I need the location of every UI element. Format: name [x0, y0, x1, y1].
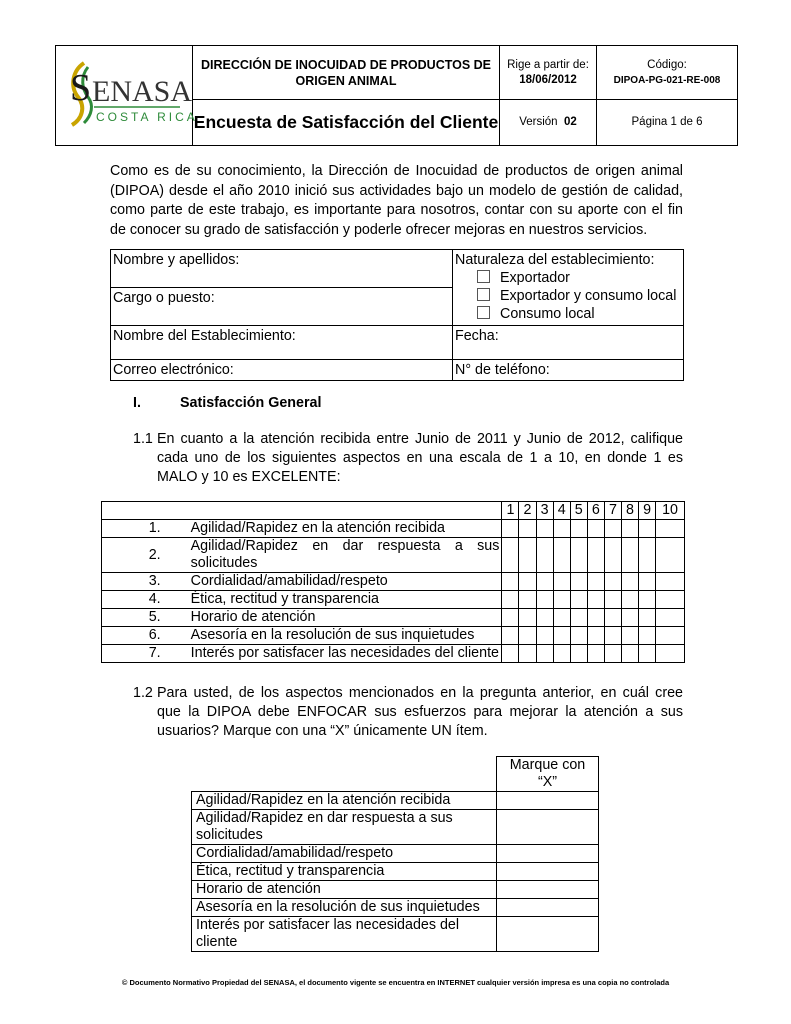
rating-cell[interactable] [502, 573, 519, 591]
table-row [192, 810, 599, 845]
table-row [102, 645, 685, 663]
mark-cell[interactable] [497, 917, 599, 952]
rating-cell[interactable] [587, 538, 604, 573]
checkbox-icon[interactable] [477, 288, 490, 301]
item-label: Interés por satisfacer las necesidades del cliente [175, 645, 502, 663]
rating-cell[interactable] [553, 609, 570, 627]
rating-cell[interactable] [536, 609, 553, 627]
rating-cell[interactable] [621, 627, 638, 645]
scale-header-9: 9 [639, 502, 656, 520]
focus-item-label: Interés por satisfacer las necesidades del cliente [192, 917, 497, 952]
fecha-field[interactable]: Fecha: [453, 326, 684, 360]
codigo-cell: Código: DIPOA-PG-021-RE-008 [597, 46, 738, 100]
item-number: 6. [102, 627, 175, 645]
scale-header-2: 2 [519, 502, 536, 520]
rating-cell[interactable] [656, 645, 685, 663]
item-number: 5. [102, 609, 175, 627]
rating-cell[interactable] [587, 645, 604, 663]
rating-table [101, 501, 685, 663]
doc-title: Encuesta de Satisfacción del Cliente [193, 100, 500, 146]
item-number: 2. [102, 538, 175, 573]
rating-cell[interactable] [621, 573, 638, 591]
logo-cell [56, 46, 198, 146]
rating-cell[interactable] [519, 591, 536, 609]
scale-header-3: 3 [536, 502, 553, 520]
rating-cell[interactable] [536, 591, 553, 609]
rating-cell[interactable] [502, 627, 519, 645]
rating-cell[interactable] [570, 520, 587, 538]
section-heading: I. Satisfacción General [133, 395, 322, 411]
rating-cell[interactable] [570, 538, 587, 573]
table-row [192, 899, 599, 917]
direction-title: DIRECCIÓN DE INOCUIDAD DE PRODUCTOS DE ORIGEN ANIMAL [193, 46, 500, 100]
svg-text:S: S [70, 67, 92, 109]
rating-cell[interactable] [604, 520, 621, 538]
rating-cell[interactable] [639, 627, 656, 645]
scale-header-7: 7 [604, 502, 621, 520]
intro-paragraph: Como es de su conocimiento, la Dirección de Inocuidad de productos de origen animal (DIPOA) desde el año 2010 inició sus actividades bajo un modelo de gestión de calidad, como parte de este trabajo, es importante para nosotros, contar con su aporte con el fin de conocer su grado de satisfacción y poderle ofrecer mejoras en nuestros servicios. [110, 163, 683, 238]
mark-cell[interactable] [497, 845, 599, 863]
checkbox-icon[interactable] [477, 270, 490, 283]
svg-text:ENASA: ENASA [92, 75, 193, 108]
table-row [102, 591, 685, 609]
rating-cell[interactable] [502, 520, 519, 538]
table-row [102, 627, 685, 645]
rating-cell[interactable] [656, 573, 685, 591]
item-label: Asesoría en la resolución de sus inquietudes [175, 627, 502, 645]
rating-cell[interactable] [604, 573, 621, 591]
scale-header-6: 6 [587, 502, 604, 520]
phone-field[interactable]: N° de teléfono: [453, 360, 684, 381]
focus-item-label: Asesoría en la resolución de sus inquietudes [192, 899, 497, 917]
rating-cell[interactable] [656, 591, 685, 609]
rating-cell[interactable] [519, 520, 536, 538]
rating-cell[interactable] [502, 591, 519, 609]
table-row [192, 792, 599, 810]
mark-cell[interactable] [497, 863, 599, 881]
rating-cell[interactable] [639, 609, 656, 627]
rating-cell[interactable] [621, 591, 638, 609]
mark-cell[interactable] [497, 810, 599, 845]
rating-cell[interactable] [570, 609, 587, 627]
rating-cell[interactable] [536, 573, 553, 591]
rating-cell[interactable] [587, 520, 604, 538]
rating-cell[interactable] [587, 627, 604, 645]
rating-cell[interactable] [656, 538, 685, 573]
item-label: Horario de atención [175, 609, 502, 627]
cargo-field[interactable]: Cargo o puesto: [111, 288, 453, 326]
info-table [110, 249, 684, 381]
version-cell: Versión 02 [500, 100, 597, 146]
rating-cell[interactable] [536, 645, 553, 663]
focus-item-label: Agilidad/Rapidez en la atención recibida [192, 792, 497, 810]
rating-cell[interactable] [587, 591, 604, 609]
rating-cell[interactable] [553, 591, 570, 609]
rating-cell[interactable] [553, 645, 570, 663]
scale-header-1: 1 [502, 502, 519, 520]
rating-cell[interactable] [604, 627, 621, 645]
rating-cell[interactable] [570, 627, 587, 645]
mark-cell[interactable] [497, 899, 599, 917]
rating-cell[interactable] [519, 538, 536, 573]
table-row [102, 520, 685, 538]
rating-cell[interactable] [570, 645, 587, 663]
rating-cell[interactable] [519, 609, 536, 627]
rating-cell[interactable] [553, 627, 570, 645]
scale-header-4: 4 [553, 502, 570, 520]
mark-header: Marque con “X” [497, 757, 599, 792]
table-row [192, 881, 599, 899]
rating-cell[interactable] [621, 645, 638, 663]
option-exportador-local[interactable]: Exportador y consumo local [455, 287, 681, 305]
rating-cell[interactable] [604, 645, 621, 663]
item-number: 3. [102, 573, 175, 591]
rating-cell[interactable] [604, 609, 621, 627]
rating-cell[interactable] [502, 609, 519, 627]
nature-field: Naturaleza del establecimiento: Exportador Exportador y consumo local Consumo local [453, 250, 684, 326]
rating-cell[interactable] [639, 645, 656, 663]
table-row [102, 609, 685, 627]
document-header [55, 45, 738, 146]
rating-cell[interactable] [519, 627, 536, 645]
rating-cell[interactable] [519, 573, 536, 591]
item-label: Cordialidad/amabilidad/respeto [175, 573, 502, 591]
rating-cell[interactable] [639, 538, 656, 573]
svg-text:COSTA RICA: COSTA RICA [96, 110, 198, 124]
email-field[interactable]: Correo electrónico: [111, 360, 453, 381]
rating-cell[interactable] [570, 573, 587, 591]
page-cell: Página 1 de 6 [597, 100, 738, 146]
question-1-1: 1.1 En cuanto a la atención recibida entre Junio de 2011 y Junio de 2012, califique cada uno de los siguientes aspectos en una escala de 1 a 10, en donde 1 es MALO y 10 es EXCELENTE: [133, 431, 683, 485]
rating-cell[interactable] [656, 609, 685, 627]
name-field[interactable]: Nombre y apellidos: [111, 250, 453, 288]
rating-cell[interactable] [656, 627, 685, 645]
rating-cell[interactable] [656, 520, 685, 538]
item-label: Ética, rectitud y transparencia [175, 591, 502, 609]
table-row [192, 845, 599, 863]
rating-cell[interactable] [553, 520, 570, 538]
focus-table [191, 756, 599, 952]
item-number: 1. [102, 520, 175, 538]
table-row [192, 863, 599, 881]
focus-item-label: Ética, rectitud y transparencia [192, 863, 497, 881]
rating-cell[interactable] [639, 573, 656, 591]
mark-cell[interactable] [497, 792, 599, 810]
focus-item-label: Agilidad/Rapidez en dar respuesta a sus solicitudes [192, 810, 497, 845]
item-label: Agilidad/Rapidez en dar respuesta a sus solicitudes [175, 538, 502, 573]
establishment-field[interactable]: Nombre del Establecimiento: [111, 326, 453, 360]
item-number: 7. [102, 645, 175, 663]
rating-cell[interactable] [587, 573, 604, 591]
rating-cell[interactable] [536, 627, 553, 645]
option-exportador[interactable]: Exportador [455, 269, 681, 287]
rating-cell[interactable] [639, 591, 656, 609]
senasa-logo [62, 53, 198, 133]
focus-item-label: Horario de atención [192, 881, 497, 899]
rating-cell[interactable] [621, 609, 638, 627]
table-row [192, 917, 599, 952]
rating-cell[interactable] [502, 538, 519, 573]
rating-cell[interactable] [536, 538, 553, 573]
rating-cell[interactable] [587, 609, 604, 627]
rige-cell: Rige a partir de: 18/06/2012 [500, 46, 597, 100]
rating-cell[interactable] [604, 591, 621, 609]
footer-note: © Documento Normativo Propiedad del SENASA, el documento vigente se encuentra en INTERNET cualquier versión impresa es una copia no controlada [121, 978, 670, 987]
rating-cell[interactable] [621, 520, 638, 538]
focus-item-label: Cordialidad/amabilidad/respeto [192, 845, 497, 863]
question-1-2: 1.2 Para usted, de los aspectos mencionados en la pregunta anterior, en cuál cree que la DIPOA debe ENFOCAR sus esfuerzos para mejorar la atención a sus usuarios? Marque con una “X” únicamente UN ítem. [133, 685, 683, 739]
mark-cell[interactable] [497, 881, 599, 899]
rating-cell[interactable] [519, 645, 536, 663]
rating-cell[interactable] [621, 538, 638, 573]
item-label: Agilidad/Rapidez en la atención recibida [175, 520, 502, 538]
rating-cell[interactable] [553, 538, 570, 573]
rating-cell[interactable] [604, 538, 621, 573]
option-consumo-local[interactable]: Consumo local [455, 305, 681, 323]
table-row [102, 573, 685, 591]
rating-cell[interactable] [502, 645, 519, 663]
scale-header-8: 8 [621, 502, 638, 520]
rating-cell[interactable] [570, 591, 587, 609]
rating-cell[interactable] [639, 520, 656, 538]
rating-cell[interactable] [536, 520, 553, 538]
scale-header-5: 5 [570, 502, 587, 520]
checkbox-icon[interactable] [477, 306, 490, 319]
item-number: 4. [102, 591, 175, 609]
table-row [102, 538, 685, 573]
scale-header-10: 10 [656, 502, 685, 520]
rating-cell[interactable] [553, 573, 570, 591]
